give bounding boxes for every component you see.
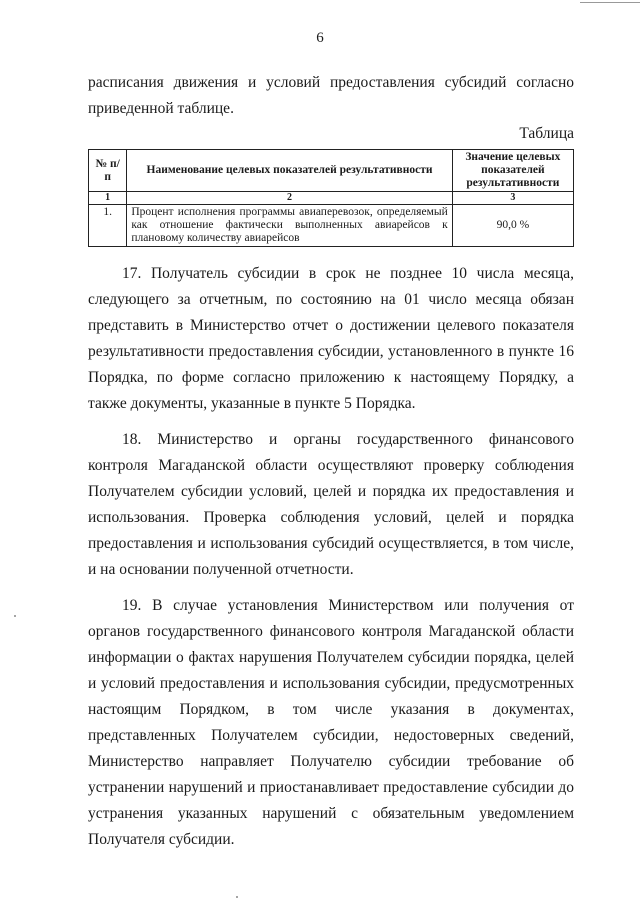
row-number: 1. bbox=[89, 205, 127, 247]
index-cell: 3 bbox=[452, 192, 573, 205]
scan-speck bbox=[14, 615, 16, 617]
row-indicator-value: 90,0 % bbox=[452, 205, 573, 247]
paragraph-18: 18. Министерство и органы государственного финансового контроля Магаданской области осуществляют проверку соблюдения Получателем субсидии условий, целей и порядка их предоставления и использования. Проверка соблюдения условий, целей и порядка предоставления и использования субсидий осуществляется, в том числе, и на основании полученной отчетности. bbox=[88, 431, 574, 578]
index-cell: 1 bbox=[89, 192, 127, 205]
scan-edge-mark bbox=[580, 2, 640, 3]
paragraph-19: 19. В случае установления Министерством или получения от органов государственного финансового контроля Магаданской области информации о фактах нарушения Получателем субсидии порядка, целей и условий предоставления и использования субсидии, предусмотренных настоящим Порядком, в том числе указания в документах, представленных Получателем субсидии, недостоверных сведений, Министерство направляет Получателю субсидии требование об устранении нарушений и приостанавливает предоставление субсидии до устранения указанных нарушений с обязательным уведомлением Получателя субсидии. bbox=[88, 597, 574, 848]
continuation-paragraph bbox=[88, 70, 574, 122]
header-number: № п/п bbox=[89, 150, 127, 192]
body-text bbox=[88, 261, 574, 853]
scan-speck bbox=[236, 896, 238, 898]
table-row bbox=[89, 205, 574, 247]
header-indicator-value: Значение целевых показателей результативности bbox=[452, 150, 573, 192]
index-cell: 2 bbox=[127, 192, 452, 205]
table-index-row bbox=[89, 192, 574, 205]
indicators-table bbox=[88, 149, 574, 247]
continuation-text: расписания движения и условий предоставления субсидий согласно приведенной таблице. bbox=[88, 74, 574, 117]
table-caption: Таблица bbox=[519, 125, 574, 142]
header-indicator-name: Наименование целевых показателей результативности bbox=[127, 150, 452, 192]
row-indicator-name: Процент исполнения программы авиаперевозок, определяемый как отношение фактически выполненных авиарейсов к плановому количеству авиарейсов bbox=[127, 205, 452, 247]
paragraph-17: 17. Получатель субсидии в срок не позднее 10 числа месяца, следующего за отчетным, по состоянию на 01 число месяца обязан представить в Министерство отчет о достижении целевого показателя результативности предоставления субсидии, установленного в пункте 16 Порядка, по форме согласно приложению к настоящему Порядку, а также документы, указанные в пункте 5 Порядка. bbox=[88, 265, 574, 412]
table-header-row bbox=[89, 150, 574, 192]
page-number: 6 bbox=[316, 30, 324, 46]
